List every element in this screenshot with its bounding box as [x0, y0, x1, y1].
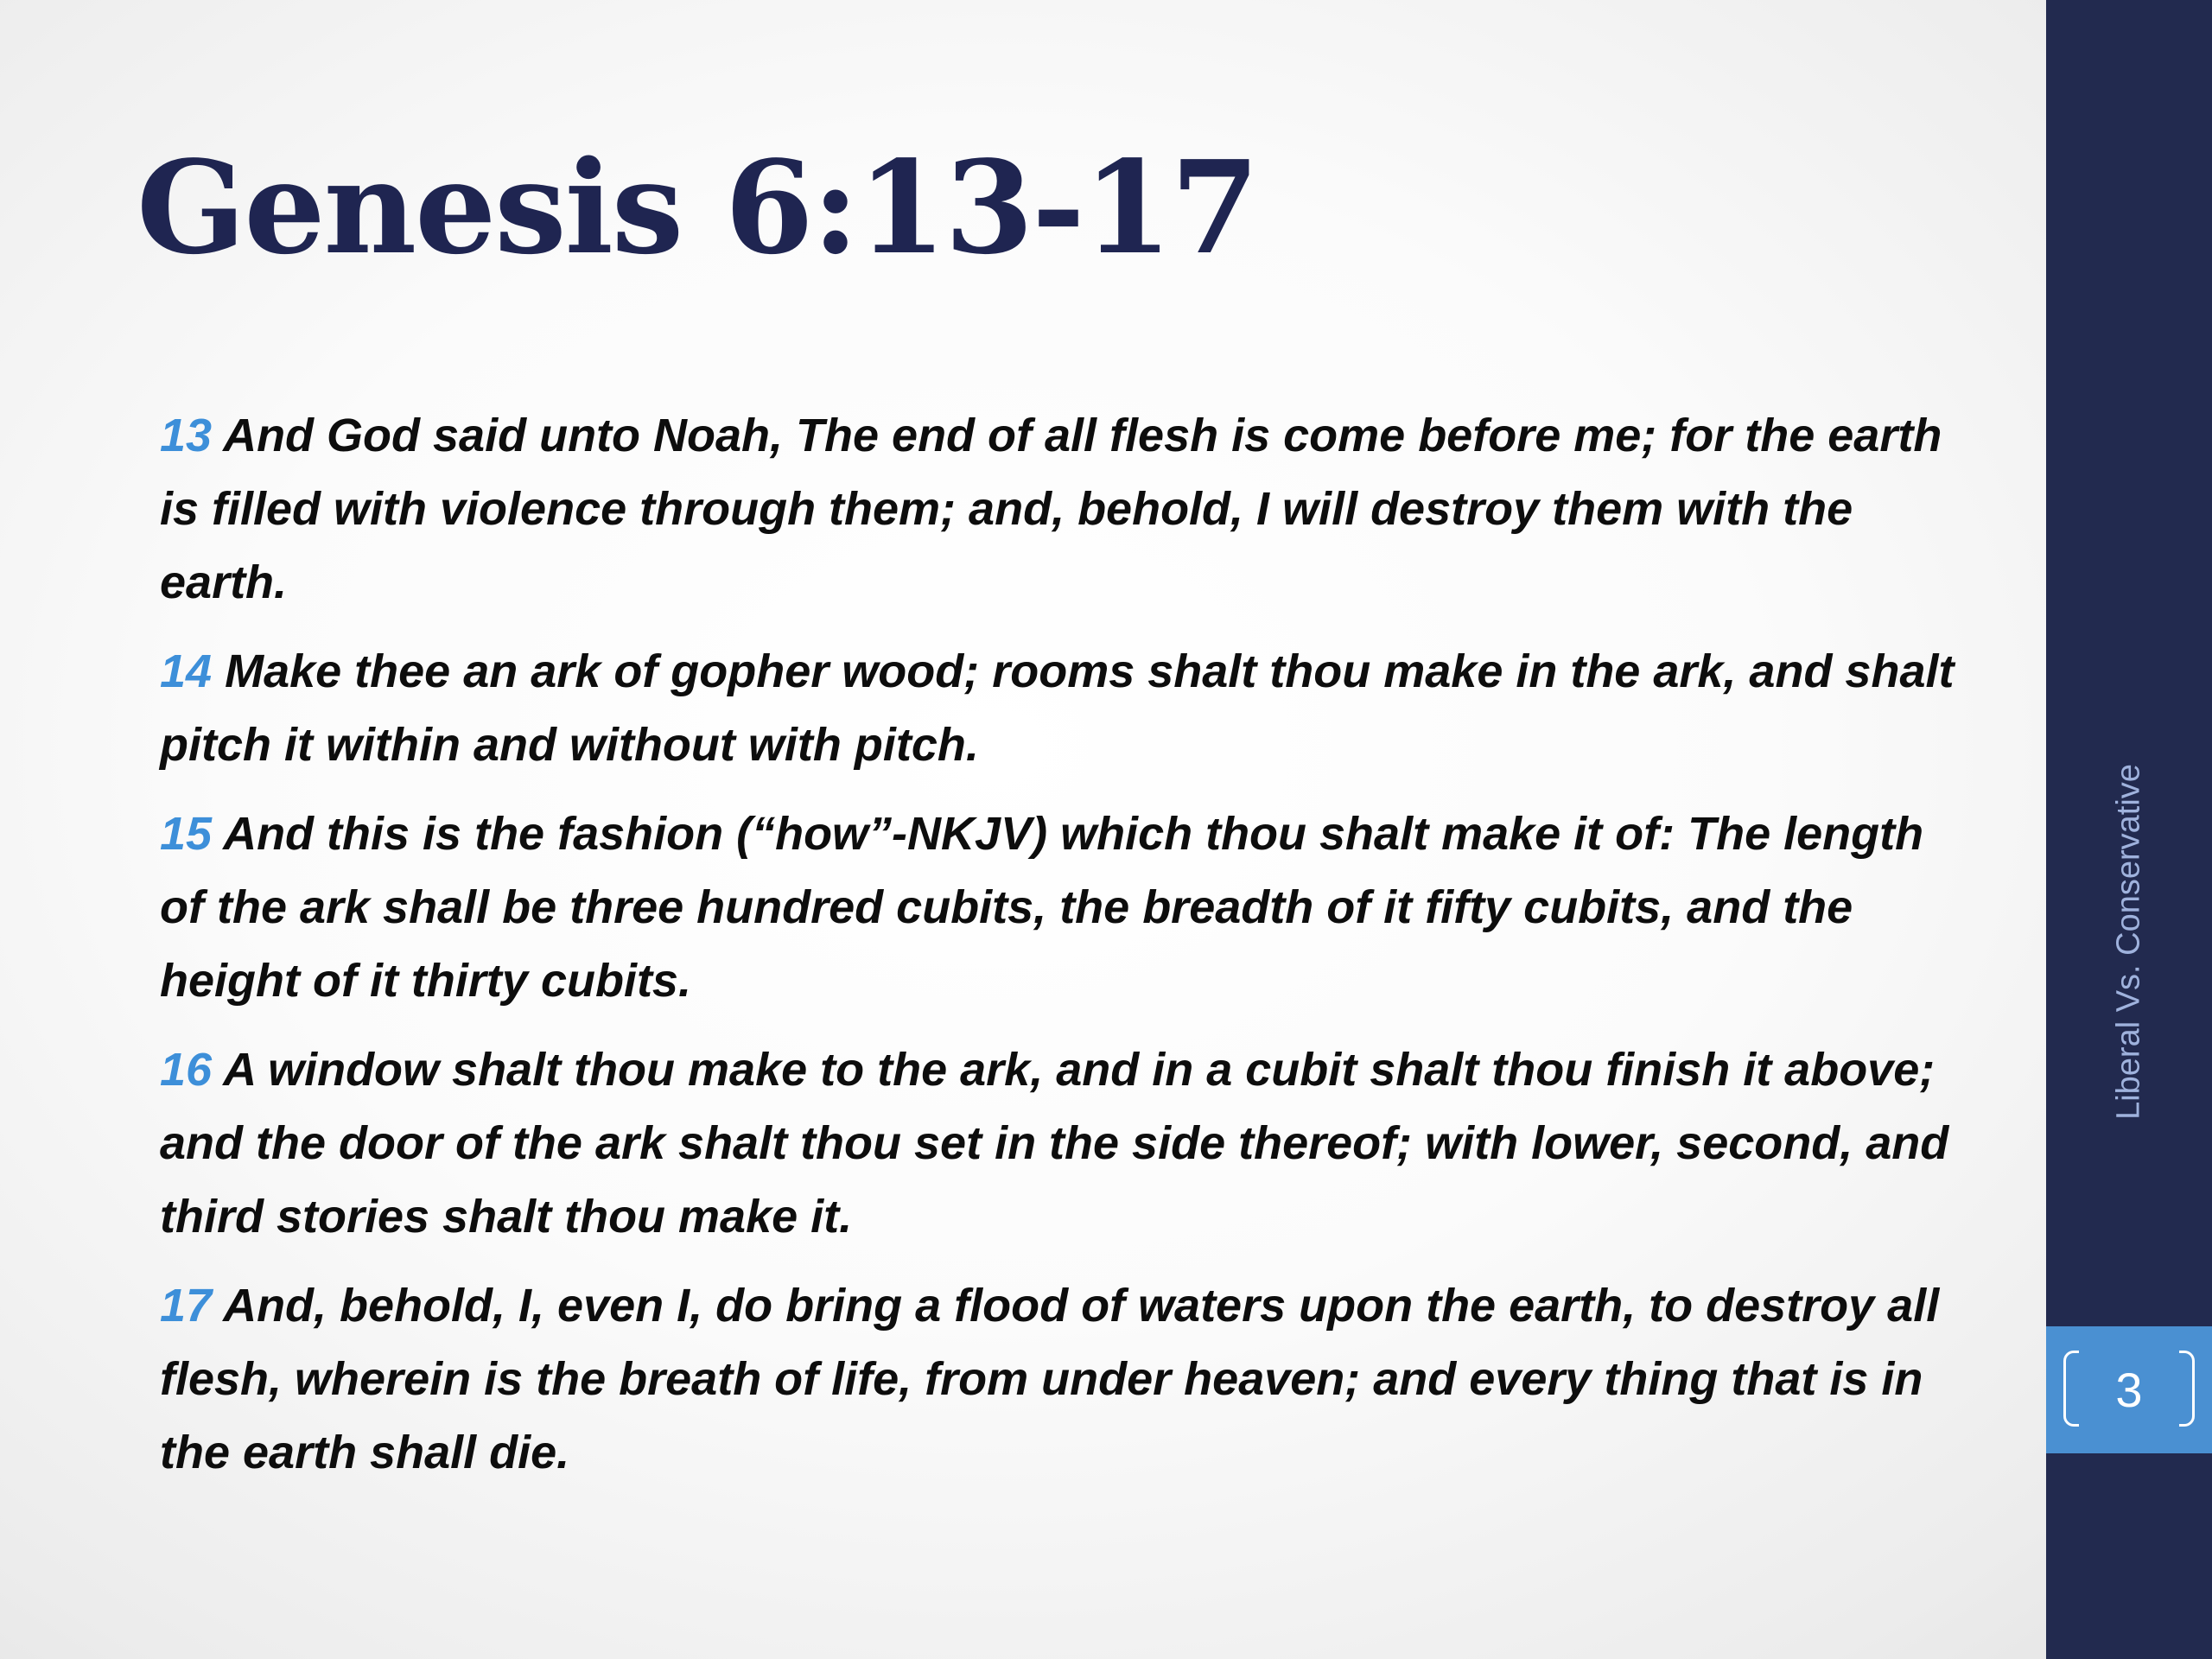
verse-text: And God said unto Noah, The end of all flesh is come before me; for the earth is filled with violence through them; and, behold, I will destroy them with the earth.	[160, 410, 1942, 608]
verse-list	[160, 399, 1966, 1505]
verse-text: And this is the fashion (“how”-NKJV) which thou shalt make it of: The length of the ark shall be three hundred cubits, the breadth of it fifty cubits, and the height of it thirty cubits.	[160, 808, 1924, 1007]
verse-17	[160, 1269, 1966, 1490]
verse-16	[160, 1033, 1966, 1254]
verse-number: 16	[160, 1044, 213, 1096]
verse-text: Make thee an ark of gopher wood; rooms shalt thou make in the ark, and shalt pitch it within and without with pitch.	[160, 645, 1955, 771]
verse-13	[160, 399, 1966, 620]
verse-number: 13	[160, 410, 213, 461]
page-number-box	[2046, 1326, 2212, 1453]
page-number: 3	[2115, 1363, 2143, 1417]
verse-number: 17	[160, 1280, 213, 1332]
verse-number: 14	[160, 645, 213, 697]
verse-text: And, behold, I, even I, do bring a flood of waters upon the earth, to destroy all flesh, wherein is the breath of life, from under heaven; and every thing that is in the earth shall die.	[160, 1280, 1940, 1478]
slide-title: Genesis 6:13-17	[137, 132, 1258, 283]
verse-text: A window shalt thou make to the ark, and in a cubit shalt thou finish it above; and the door of the ark shalt thou set in the side thereof; with lower, second, and third stories shalt thou make it.	[160, 1044, 1949, 1243]
footer-text: Liberal Vs. Conservative	[2110, 764, 2147, 1120]
verse-15	[160, 798, 1966, 1018]
verse-number: 15	[160, 808, 213, 860]
verse-14	[160, 635, 1966, 782]
